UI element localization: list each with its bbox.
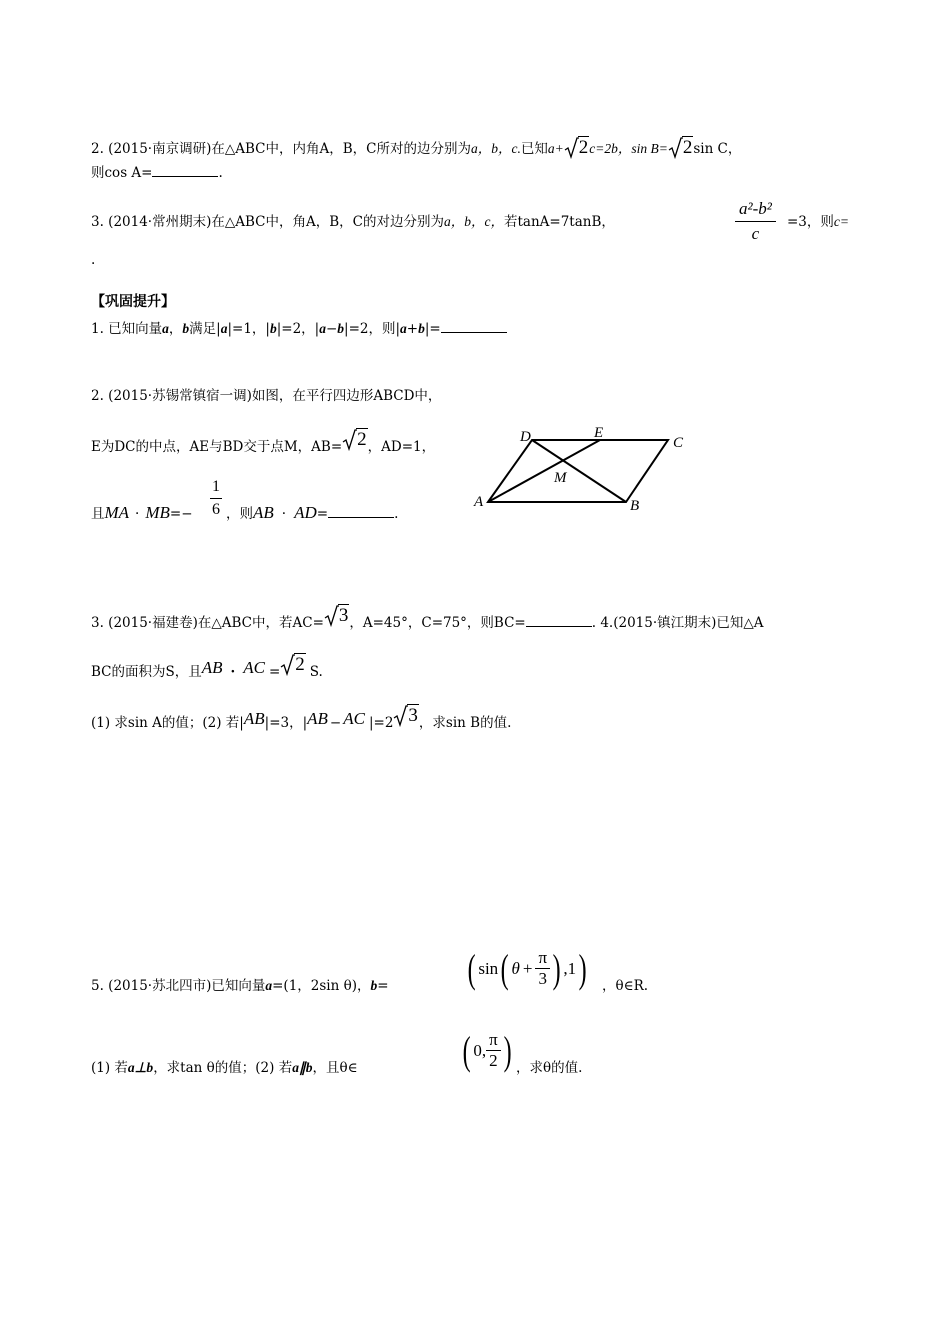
one: ,1 bbox=[563, 958, 577, 978]
pi-over-2 bbox=[486, 1030, 501, 1071]
sqrt-2 bbox=[564, 138, 590, 157]
numerator: π bbox=[486, 1030, 501, 1051]
p2-and: 且 bbox=[91, 506, 105, 522]
p4-q3: |=2 bbox=[368, 715, 394, 731]
p5-line2 bbox=[91, 1058, 358, 1078]
p1-text: 1. 已知向量 bbox=[91, 321, 163, 337]
vec-AB: AB bbox=[243, 709, 265, 728]
radicand: 2 bbox=[682, 137, 693, 158]
p2-text2: ，AD=1， bbox=[367, 439, 436, 455]
p5-vector-b bbox=[465, 945, 589, 991]
sqrt-2 bbox=[280, 655, 306, 674]
p4-q2: |=3，| bbox=[264, 715, 308, 731]
p5-text: 5. (2015·苏北四市)已知向量 bbox=[91, 978, 266, 994]
p2-line3 bbox=[91, 503, 193, 524]
p5-q1: (1) 若 bbox=[91, 1060, 128, 1076]
plus: + bbox=[522, 958, 533, 978]
q2-text3: sin C， bbox=[693, 141, 742, 157]
period: . bbox=[394, 506, 399, 522]
theta: θ bbox=[511, 958, 520, 978]
p5-line1 bbox=[91, 976, 389, 996]
par-cond: a∥b bbox=[292, 1060, 313, 1075]
vec-MB: MB bbox=[145, 503, 170, 522]
q2-expr: a+ bbox=[547, 141, 564, 156]
answer-blank[interactable] bbox=[152, 162, 218, 177]
eq: = bbox=[268, 664, 281, 680]
vec-a: a bbox=[220, 321, 228, 336]
q3-text: 3. (2014·常州期末)在△ABC中，角A，B，C的对边分别为 bbox=[91, 214, 444, 230]
sqrt-3 bbox=[393, 706, 419, 725]
pi-over-3 bbox=[535, 948, 550, 989]
q2-line1 bbox=[91, 138, 741, 159]
paren-left: ( bbox=[462, 1027, 471, 1073]
fraction-denominator: c bbox=[751, 224, 760, 243]
numerator: π bbox=[535, 948, 550, 969]
q3-vars: a，b，c， bbox=[443, 214, 504, 229]
vec-MA: MA bbox=[104, 503, 130, 522]
p1-t5: |=2，则| bbox=[344, 321, 401, 337]
p5-q3: ，且θ∈ bbox=[312, 1060, 358, 1076]
radicand: 2 bbox=[357, 429, 367, 450]
p2-text: E为DC的中点，AE与BD交于点M，AB= bbox=[91, 439, 343, 455]
vec-AB: AB bbox=[307, 709, 328, 728]
p4-line1 bbox=[91, 655, 323, 682]
radicand: 2 bbox=[295, 654, 305, 675]
vec-a: a bbox=[265, 978, 273, 993]
p2-line2 bbox=[91, 430, 435, 457]
vec-b: b bbox=[370, 978, 378, 993]
radicand: 3 bbox=[338, 605, 349, 626]
vec-AD: AD bbox=[294, 503, 317, 522]
label-E: E bbox=[594, 425, 604, 441]
fraction-numerator: a²-b² bbox=[735, 199, 776, 222]
section-title: 【巩固提升】 bbox=[91, 294, 175, 310]
p5-a-def: =(1，2sin θ)， bbox=[272, 978, 371, 994]
fraction-numerator: 1 bbox=[210, 478, 222, 499]
q2-ask: 则cos A= bbox=[91, 165, 153, 181]
sqrt-2 bbox=[342, 430, 368, 449]
q3-dot: . bbox=[91, 252, 96, 268]
zero: 0, bbox=[473, 1040, 487, 1060]
eq: =− bbox=[169, 506, 193, 522]
q2-line2 bbox=[91, 162, 223, 183]
answer-blank[interactable] bbox=[441, 318, 507, 333]
dot: · bbox=[281, 506, 287, 522]
p2-line1: 2. (2015·苏锡常镇宿一调)如图，在平行四边形ABCD中， bbox=[91, 388, 442, 404]
segment-AE bbox=[488, 440, 600, 502]
q3-fraction bbox=[735, 199, 776, 244]
dot: · bbox=[135, 506, 140, 522]
label-B: B bbox=[630, 498, 640, 514]
sep: ， bbox=[168, 321, 183, 337]
p4-S: S. bbox=[309, 664, 323, 680]
vec-b: b bbox=[182, 321, 190, 336]
label-M: M bbox=[554, 470, 567, 486]
p1-t2: 满足| bbox=[189, 321, 221, 337]
paren-right: ) bbox=[578, 945, 587, 991]
q3-ask: c= bbox=[833, 214, 850, 229]
p1-t6: |= bbox=[424, 321, 441, 337]
vec-a: a bbox=[162, 321, 169, 336]
vec-b: b bbox=[337, 321, 345, 336]
vec-a: a bbox=[400, 321, 407, 336]
p1-t3: |=1，| bbox=[227, 321, 270, 337]
plus: + bbox=[406, 321, 419, 337]
p4-start: . 4.(2015·镇江期末)已知△A bbox=[591, 615, 764, 631]
vec-b: b bbox=[269, 321, 277, 336]
vec-b: b bbox=[418, 321, 425, 336]
q3-tail bbox=[787, 212, 849, 232]
sin: sin bbox=[478, 958, 499, 978]
label-A: A bbox=[474, 494, 484, 510]
p2-line3b bbox=[226, 503, 398, 524]
vec-AB: AB bbox=[201, 658, 223, 677]
minus: − bbox=[329, 715, 342, 731]
q2-text: 2. (2015·南京调研)在△ABC中，内角A，B，C所对的边分别为 bbox=[91, 141, 471, 157]
p3-cond: ，A=45°，C=75°，则BC= bbox=[349, 615, 526, 631]
radicand: 3 bbox=[408, 705, 418, 726]
dot: · bbox=[230, 664, 236, 680]
paren-right: ) bbox=[552, 945, 561, 991]
label-C: C bbox=[673, 435, 684, 451]
p2-fraction bbox=[210, 478, 222, 519]
p5-domain: ，θ∈R. bbox=[602, 978, 649, 994]
p5-q2: ，求tan θ的值；(2) 若 bbox=[153, 1060, 293, 1076]
q3-cond: 若tanA=7tanB， bbox=[503, 214, 615, 230]
perp-cond: a⊥b bbox=[127, 1060, 154, 1075]
answer-blank[interactable] bbox=[328, 503, 394, 518]
segment-BD bbox=[532, 440, 626, 502]
vec-AC: AC bbox=[343, 709, 365, 728]
p1-line bbox=[91, 318, 507, 339]
sqrt-3 bbox=[324, 606, 350, 625]
eq: = bbox=[316, 506, 329, 522]
label-D: D bbox=[520, 429, 531, 445]
vec-a: a bbox=[319, 321, 326, 336]
fraction-denominator: 6 bbox=[212, 501, 220, 518]
p5-q4: ，求θ的值. bbox=[516, 1060, 583, 1076]
minus: − bbox=[325, 321, 338, 337]
q2-text2: 已知 bbox=[520, 141, 548, 157]
q2-vars: a，b，c. bbox=[470, 141, 521, 156]
parallelogram-figure bbox=[470, 420, 700, 520]
paren-left: ( bbox=[467, 945, 476, 991]
sqrt-2b bbox=[668, 138, 694, 157]
denominator: 2 bbox=[489, 1051, 498, 1070]
paren-right: ) bbox=[503, 1027, 512, 1073]
q3-line bbox=[91, 212, 615, 232]
p3-line bbox=[91, 606, 764, 633]
answer-blank[interactable] bbox=[526, 612, 592, 627]
p3-text: 3. (2015·福建卷)在△ABC中，若AC= bbox=[91, 615, 324, 631]
paren-left: ( bbox=[500, 945, 509, 991]
p4-text: BC的面积为S，且 bbox=[91, 664, 202, 680]
eq: = bbox=[377, 978, 389, 994]
p4-q: (1) 求sin A的值；(2) 若| bbox=[91, 715, 244, 731]
p1-t4: |=2，| bbox=[276, 321, 320, 337]
p4-line2 bbox=[91, 706, 511, 733]
radicand: 2 bbox=[578, 137, 589, 158]
vec-AC: AC bbox=[243, 658, 265, 677]
p5-interval bbox=[460, 1027, 514, 1073]
denominator: 3 bbox=[538, 969, 547, 988]
then: ，则 bbox=[226, 506, 253, 522]
q2-expr2: c=2b，sin B= bbox=[589, 141, 668, 156]
vec-AB: AB bbox=[253, 503, 274, 522]
period: . bbox=[218, 165, 223, 181]
p4-q4: ，求sin B的值. bbox=[418, 715, 512, 731]
q3-eq: =3，则 bbox=[787, 214, 834, 230]
